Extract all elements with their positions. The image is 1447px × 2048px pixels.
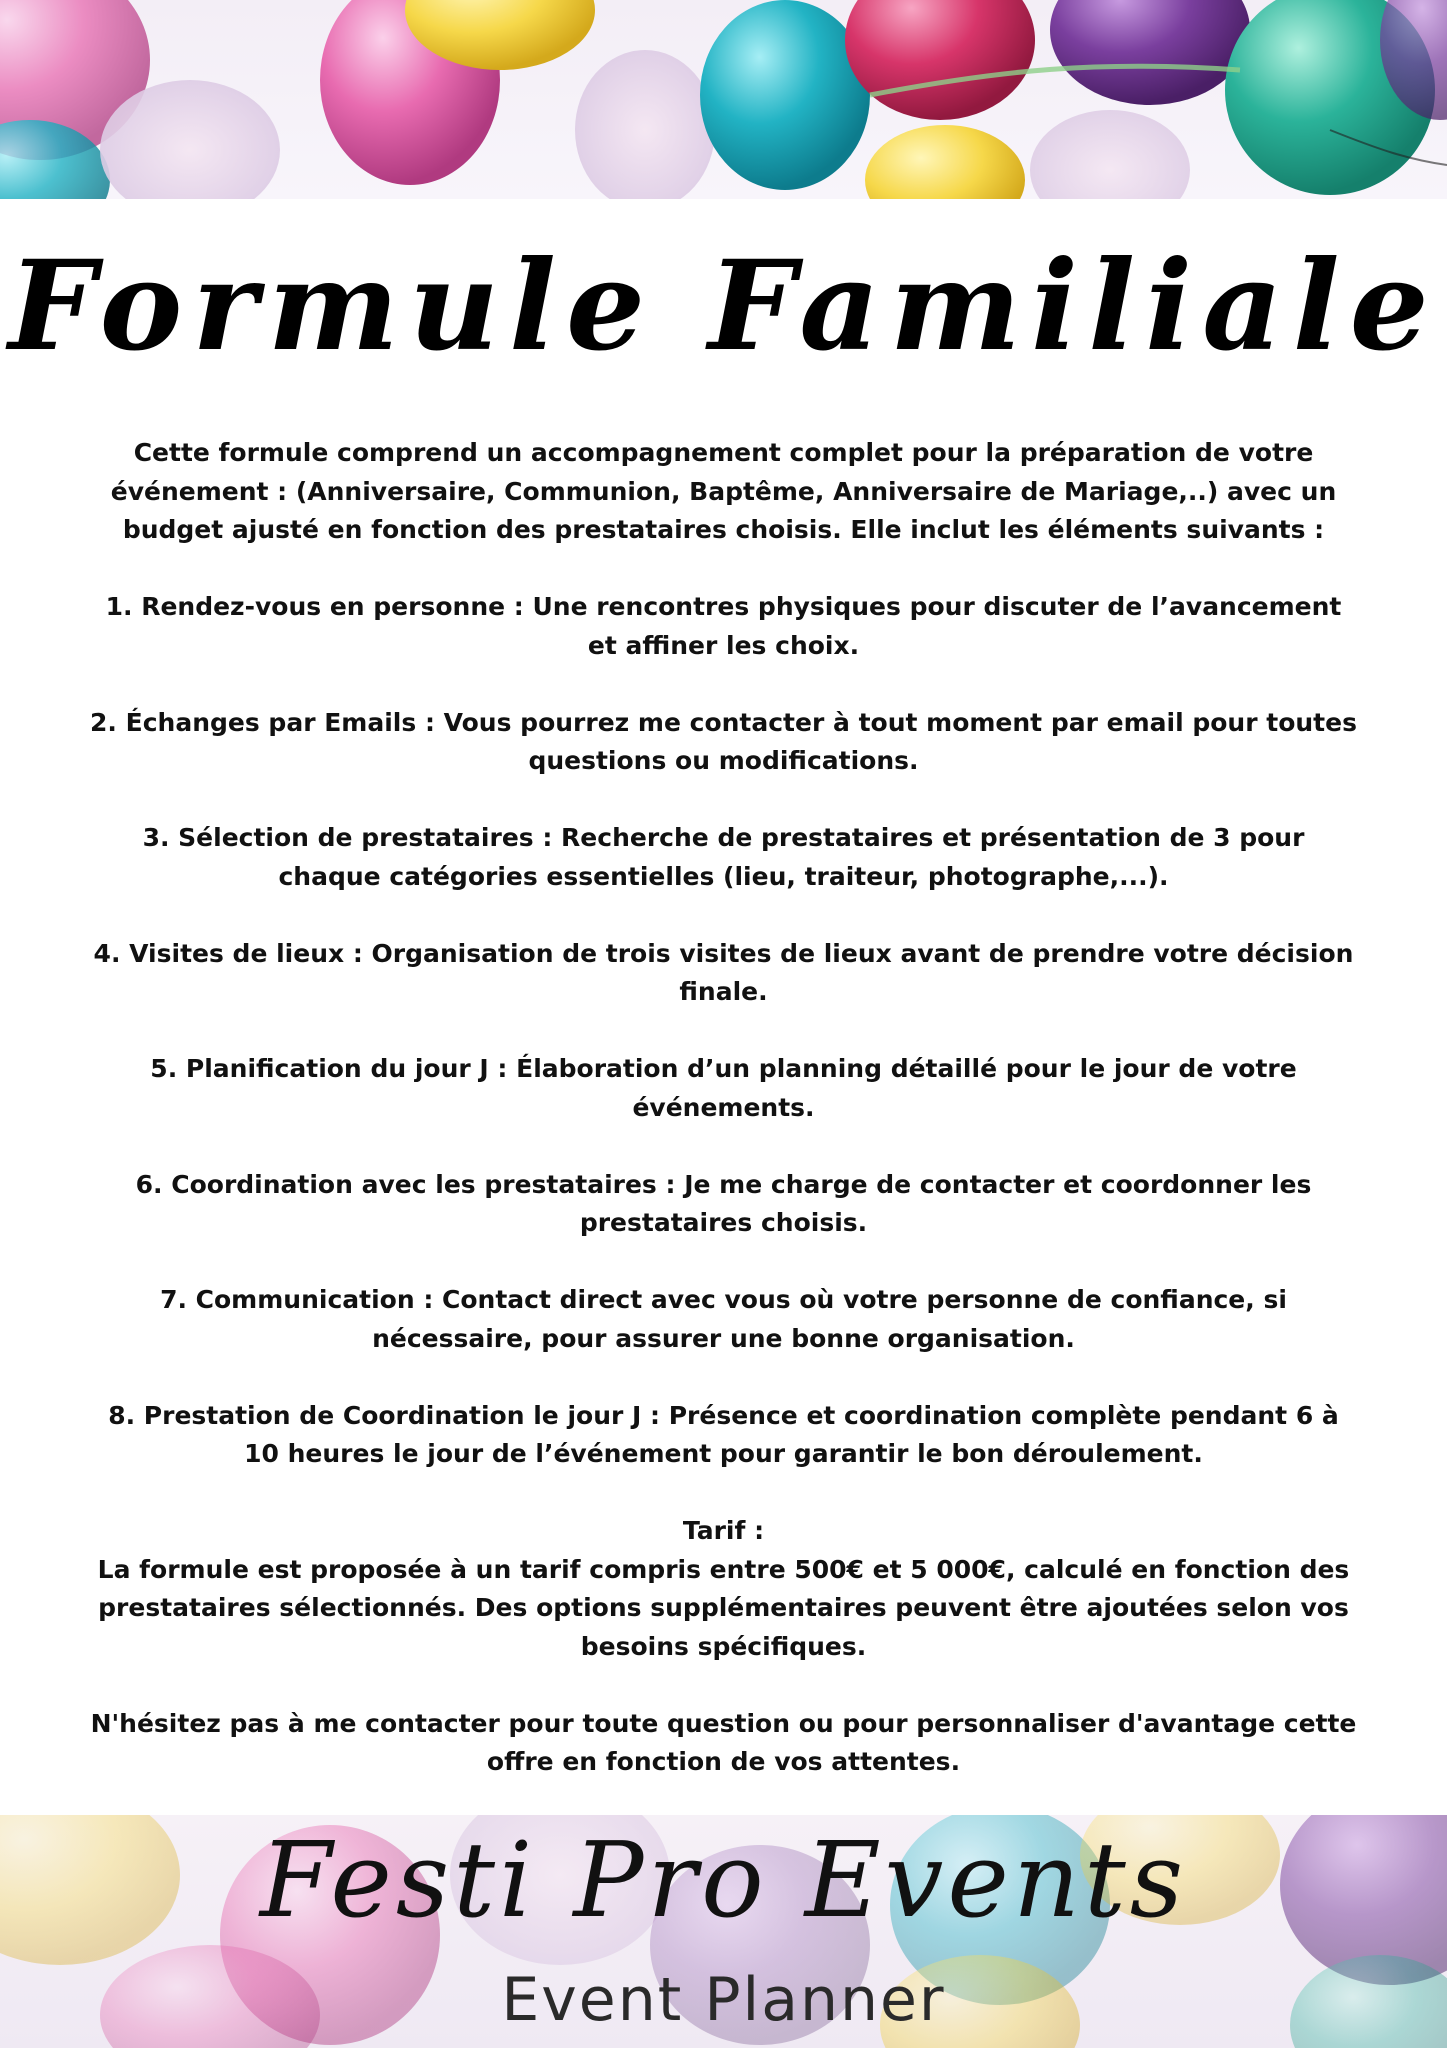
- closing-paragraph: N'hésitez pas à me contacter pour toute question ou pour personnaliser d'avantage cette offre en fonction de vos attentes.: [90, 1708, 1357, 1776]
- list-item: 7. Communication : Contact direct avec vous où votre personne de confiance, si nécessaire, pour assurer une bonne organisation.: [160, 1285, 1287, 1353]
- list-item: 1. Rendez-vous en personne : Une rencontres physiques pour discuter de l’avancement et affiner les choix.: [105, 592, 1342, 660]
- balloons-image: [0, 0, 1447, 199]
- page-title: Formule Familiale: [8, 234, 1439, 379]
- top-balloon-banner: [0, 0, 1447, 199]
- brand-tagline: Event Planner: [501, 1965, 946, 2035]
- list-item: 3. Sélection de prestataires : Recherche de prestataires et présentation de 3 pour chaque catégories essentielles (lieu, traiteur, photographe,...).: [142, 823, 1305, 891]
- list-item: 2. Échanges par Emails : Vous pourrez me contacter à tout moment par email pour toutes questions ou modifications.: [90, 707, 1357, 775]
- tarif-heading: Tarif :: [682, 1516, 765, 1545]
- document-body: [90, 434, 1357, 1820]
- list-item: 6. Coordination avec les prestataires : Je me charge de contacter et coordonner les prestataires choisis.: [135, 1169, 1312, 1237]
- tarif-text: La formule est proposée à un tarif compris entre 500€ et 5 000€, calculé en fonction des prestataires sélectionnés. Des options supplémentaires peuvent être ajoutées selon vos besoins spécifiques.: [97, 1554, 1350, 1661]
- list-item: 4. Visites de lieux : Organisation de trois visites de lieux avant de prendre votre décision finale.: [93, 938, 1354, 1006]
- list-item: 8. Prestation de Coordination le jour J : Présence et coordination complète pendant 6 à 10 heures le jour de l’événement pour garantir le bon déroulement.: [108, 1400, 1339, 1468]
- brand-logo-name: Festi Pro Events: [259, 1819, 1188, 1941]
- intro-paragraph: Cette formule comprend un accompagnement complet pour la préparation de votre événement : (Anniversaire, Communion, Baptême, Anniversaire de Mariage,..) avec un budget ajusté en fonction des prestataires choisis. Elle inclut les éléments suivants :: [110, 438, 1337, 544]
- list-item: 5. Planification du jour J : Élaboration d’un planning détaillé pour le jour de votre événements.: [150, 1054, 1297, 1122]
